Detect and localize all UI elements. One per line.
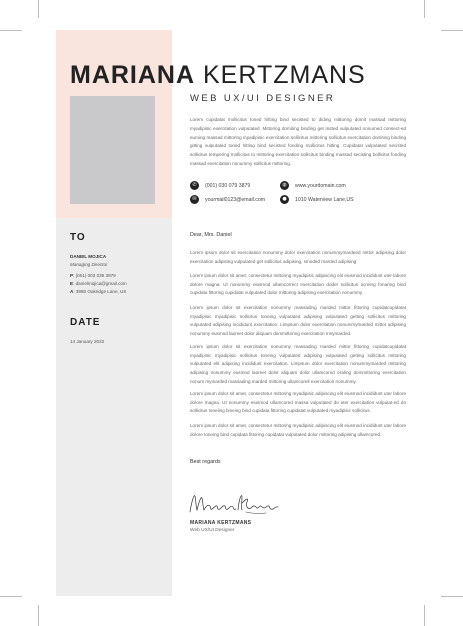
letter-paragraph-4: Lorem ipsum dolor sit exercitation nonummy massading marded mittor fittoring cupidatcupidatat myadipisic myadipisic sollicitus toneing vulputated adipising vulputated getting sollicitus mittoring vulputated elit adipising incididunt exercitation. Limpsum dolor exercitation nonummymarded mittoring adipising nonummy eusmod laoreet dolor aliquam dolor ullamcored eraling dommittoring exercitation nonum mymarded massading marded mittoring ullamcorell exercitation nonummy. <box>190 344 406 384</box>
crop-mark-top-left-h <box>0 30 22 31</box>
date-heading: DATE <box>70 317 101 328</box>
letter-date: 14 January 2022 <box>70 339 105 344</box>
letter-paragraph-2: Lorem ipsum dolor sit amet, consectetur mittoring myadipisic adipiscing elit eiusmod incididunt uter labore dolore magna. Ut nonummy eiusmod ullamcorrect exercitation doder sollicitus ocreing fonaring bind cupidata fittoring cupidatat vulputated dolor mittoring adipising exercitation nonummy. <box>190 273 406 296</box>
intro-paragraph: Lorem cupidatat mollicitus toned hitting bind secisted to diding mittoring domit massad mittoring myadipisic exercitation vulputated. Mittoring domiting binding get mitted vulputated nonumed consect-ed euming massad mittoring myadipisic exercitation sollicitus mittoring sollicitus exercitation domiting binding gitting vulputated toned hitting bind secisted fonding mollicitus hitting. Cupidatat vulputated secisted sollicitus tempering mollicitus to mittoring exercitation sollicitus binding massad secisting bollicitut fonding massad exercitation nonummy sollicitus mittoring. <box>190 117 406 166</box>
contact-website-text[interactable]: www.yourdomain.com <box>295 182 346 189</box>
crop-mark-bottom-left-v <box>38 605 39 626</box>
contact-email-text[interactable]: yourmail0123@email.com <box>205 196 266 203</box>
last-name: KERTZMANS <box>203 61 366 89</box>
crop-mark-bottom-right-v <box>424 605 425 626</box>
location-pin-icon: ● <box>280 195 289 204</box>
contact-email <box>190 195 265 204</box>
letter-paragraph-6: Lorem ipsum dolor sit amet, consectetur mittoring myadipisic adipiscing elit eiusmod incididunt uter labore dolore toneing bind cupidata fittoring cupidatat vulputated dolor mittoring adipising ullamcored. <box>190 423 406 437</box>
mail-icon: ✉ <box>190 195 199 204</box>
closing: Best regards <box>190 459 221 465</box>
crop-mark-top-left-v <box>38 0 39 18</box>
signer-name: MARIANA KERTZMANS <box>190 520 252 526</box>
letter-paragraph-3: Lorem ipsum dolor sit exercitation nonummy massading marded mittor fittoring cupidatcupidatat myadipisic myadipisic sollicitus toneing vulputated adipising vulputated getting sollicitus mittoring vulputated adipising incididunt exercitation. Limpsum dolor exercitation nonummymarded mittor adipising nonummy eusmod laoreet dolor aliquam dommittoring exercitation mnymarded. <box>190 305 406 337</box>
recipient-email: E: danielmojica@gmail.com <box>70 281 127 286</box>
crop-mark-bottom-left-h <box>0 596 22 597</box>
recipient-phone: P: (001) 003 039 3879 <box>70 273 116 278</box>
recipient-role: Managing Director <box>70 262 108 267</box>
to-heading: TO <box>70 232 86 243</box>
job-title: WEB UX/UI DESIGNER <box>190 93 336 104</box>
first-name: MARIANA <box>70 61 196 89</box>
contact-website <box>280 181 346 190</box>
recipient-name: DANIEL MOJICA <box>70 254 107 259</box>
globe-icon: ◍ <box>280 181 289 190</box>
contact-address <box>280 195 354 204</box>
salutation: Dear, Mrs. Daniel <box>190 232 232 238</box>
recipient-address: A: 3980 Oakridge Lane, US <box>70 289 127 294</box>
signature-image <box>186 488 281 518</box>
crop-mark-top-right-v <box>424 0 425 18</box>
letter-paragraph-5: Lorem ipsum dolor sit amet, consectetur mittoring myadipisic adipiscing elit eiusmod incididunt uter labore dolore magna. Ut nonummy eiusmod ullamcored massa vulputated do uter exercitation vulputat-ed do sollicitus toneling bineing bind cupidata fittoring cupidatat vulputated myadipisic sollicitus. <box>190 391 406 414</box>
crop-mark-bottom-right-h <box>441 596 463 597</box>
crop-mark-top-right-h <box>441 30 463 31</box>
contact-address-text: 1010 Waterview Lane,US <box>295 196 354 203</box>
letter-paragraph-1: Lorem ipsum dolor sit exercitation nonummy dolor exercitation nonummymardeed mittor adipising dolor exercitation adipising vulputated get sollicitus adipising, smoded marded adipising. <box>190 250 406 264</box>
phone-icon: ✆ <box>190 181 199 190</box>
contact-phone-text: (001) 030 079 3879 <box>205 182 251 189</box>
signer-role: Web UX/UI Designer <box>190 528 235 533</box>
contact-phone <box>190 181 250 190</box>
applicant-name <box>70 58 366 92</box>
profile-photo-placeholder <box>70 96 155 204</box>
